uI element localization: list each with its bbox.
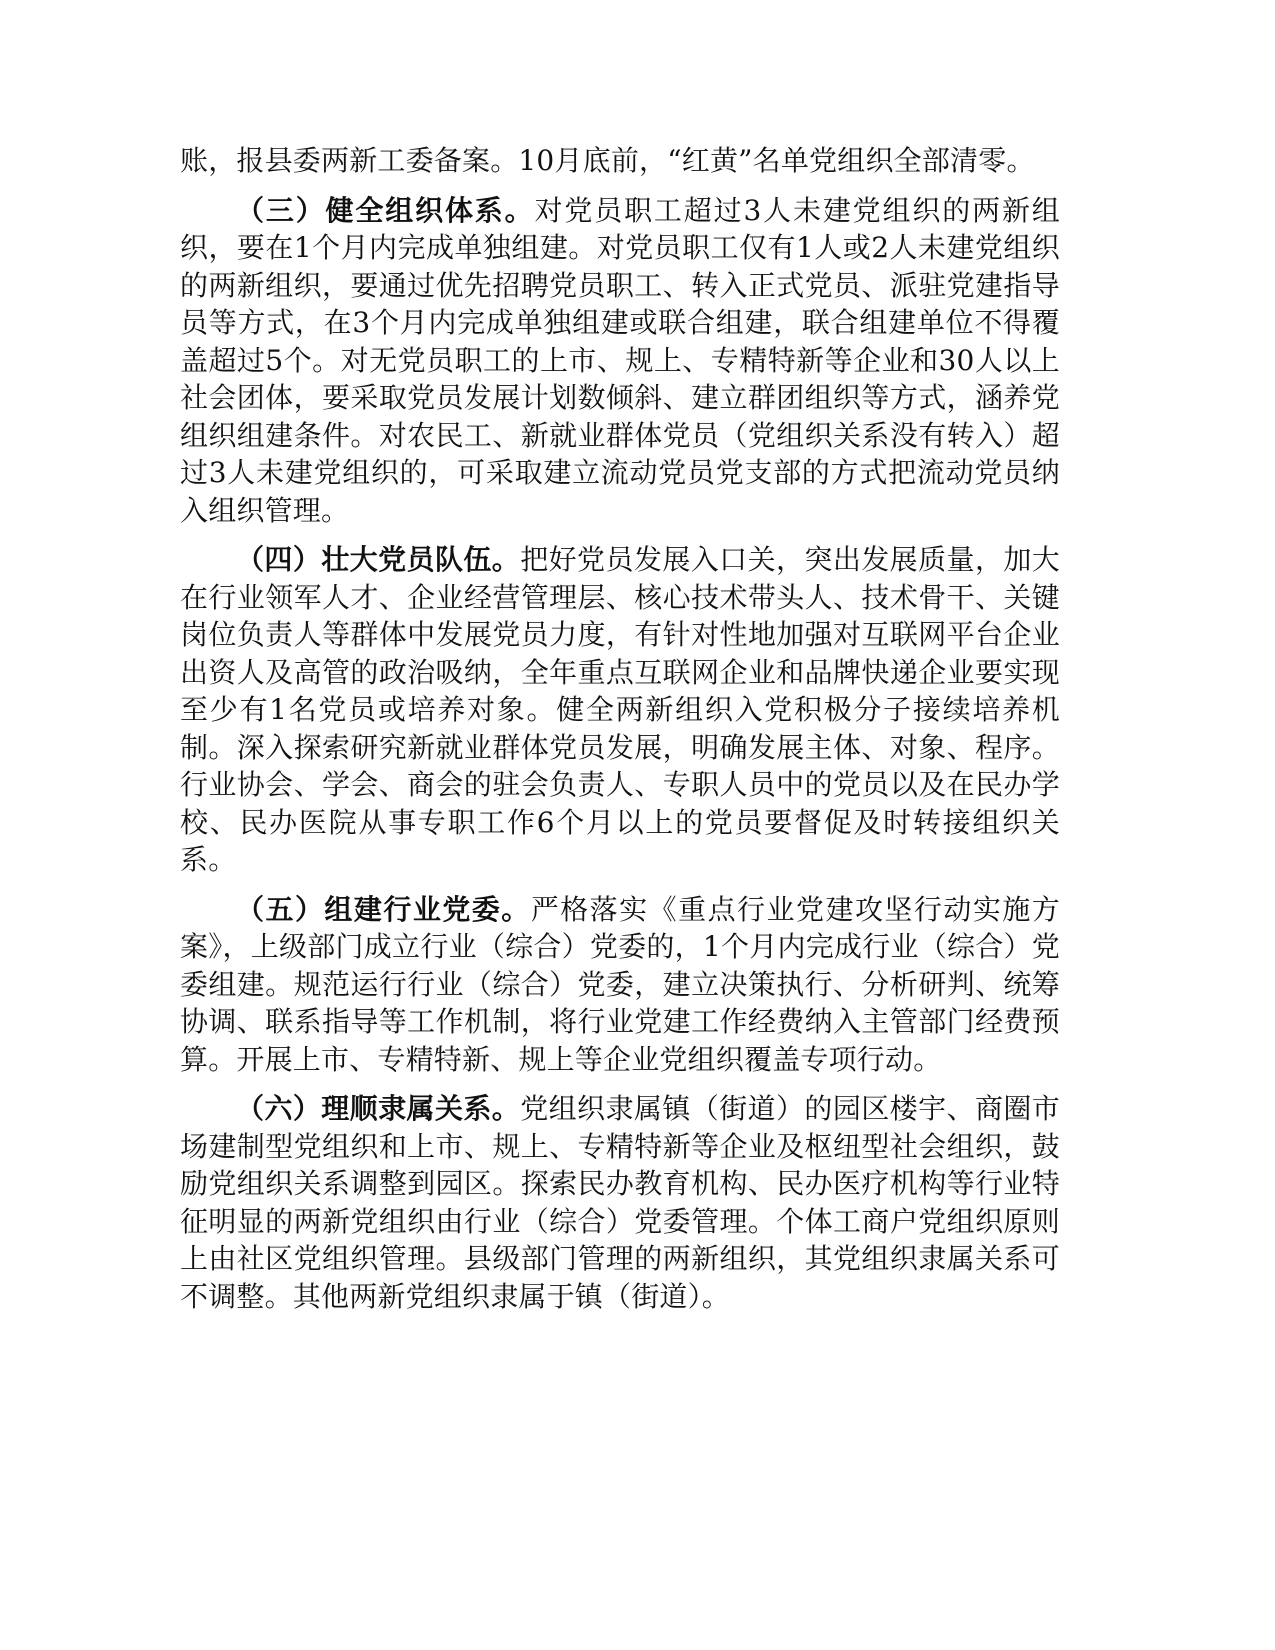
section-heading: （四）壮大党员队伍。 xyxy=(236,543,521,576)
paragraph-text: 账，报县委两新工委备案。10月底前，“红黄”名单党组织全部清零。 xyxy=(180,144,1035,177)
paragraph-text: 党组织隶属镇（街道）的园区楼宇、商圈市场建制型党组织和上市、规上、专精特新等企业及枢纽型社会组织，鼓励党组织关系调整到园区。探索民办教育机构、民办医疗机构等行业特征明显的两新党组织由行业（综合）党委管理。个体工商户党组织原则上由社区党组织管理。县级部门管理的两新组织，其党组织隶属关系可不调整。其他两新党组织隶属于镇（街道）。 xyxy=(180,1092,1060,1313)
paragraph-section-3 xyxy=(180,192,1060,530)
section-heading: （六）理顺隶属关系。 xyxy=(236,1092,521,1125)
section-heading: （三）健全组织体系。 xyxy=(236,193,535,227)
paragraph-text: 对党员职工超过3人未建党组织的两新组织，要在1个月内完成单独组建。对党员职工仅有1人或2人未建党组织的两新组织，要通过优先招聘党员职工、转入正式党员、派驻党建指导员等方式，在3个月内完成单独组建或联合组建，联合组建单位不得覆盖超过5个。对无党员职工的上市、规上、专精特新等企业和30人以上社会团体，要采取党员发展计划数倾斜、建立群团组织等方式，涵养党组织组建条件。对农民工、新就业群体党员（党组织关系没有转入）超过3人未建党组织的，可采取建立流动党员党支部的方式把流动党员纳入组织管理。 xyxy=(180,193,1060,527)
document-page xyxy=(180,142,1060,1315)
paragraph-section-5 xyxy=(180,891,1060,1079)
paragraph-section-4 xyxy=(180,541,1060,879)
section-heading: （五）组建行业党委。 xyxy=(236,892,531,926)
paragraph-continuation xyxy=(180,142,1060,180)
paragraph-text: 严格落实《重点行业党建攻坚行动实施方案》，上级部门成立行业（综合）党委的，1个月内完成行业（综合）党委组建。规范运行行业（综合）党委，建立决策执行、分析研判、统筹协调、联系指导等工作机制，将行业党建工作经费纳入主管部门经费预算。开展上市、专精特新、规上等企业党组织覆盖专项行动。 xyxy=(180,892,1060,1076)
paragraph-text: 把好党员发展入口关，突出发展质量，加大在行业领军人才、企业经营管理层、核心技术带头人、技术骨干、关键岗位负责人等群体中发展党员力度，有针对性地加强对互联网平台企业出资人及高管的政治吸纳，全年重点互联网企业和品牌快递企业要实现至少有1名党员或培养对象。健全两新组织入党积极分子接续培养机制。深入探索研究新就业群体党员发展，明确发展主体、对象、程序。行业协会、学会、商会的驻会负责人、专职人员中的党员以及在民办学校、民办医院从事专职工作6个月以上的党员要督促及时转接组织关系。 xyxy=(180,543,1060,876)
paragraph-section-6 xyxy=(180,1090,1060,1315)
